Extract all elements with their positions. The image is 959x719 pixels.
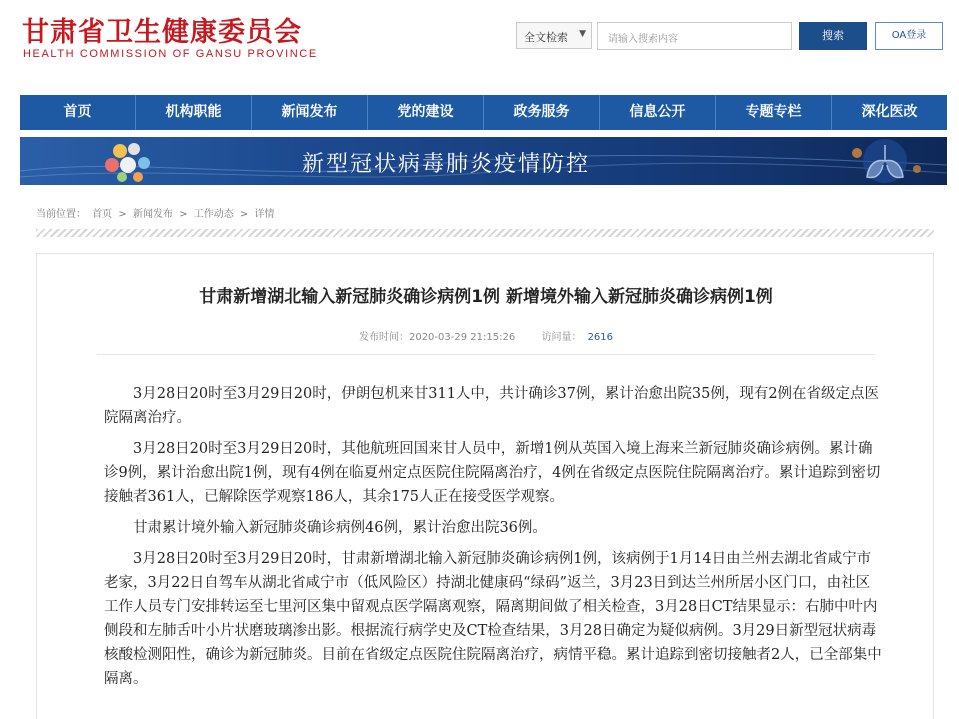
article-panel bbox=[36, 253, 934, 719]
site-header bbox=[0, 0, 959, 88]
article-paragraph: 3月28日20时至3月29日20时，甘肃新增湖北输入新冠肺炎确诊病例1例，该病例于1月14日由兰州去湖北省咸宁市老家，3月22日自驾车从湖北省咸宁市（低风险区）持湖北健康码“绿码”返兰，3月23日到达兰州所居小区门口，由社区工作人员专门安排转运至七里河区集中留观点医学隔离观察，隔离期间做了相关检查，3月28日CT结果显示：右肺中叶内侧段和左肺舌叶小片状磨玻璃渗出影。根据流行病学史及CT检查结果，3月28日确定为疑似病例。3月29日新型冠状病毒核酸检测阳性，确诊为新冠肺炎。目前在省级定点医院住院隔离治疗，病情平稳。累计追踪到密切接触者2人，已全部集中隔离。 bbox=[104, 551, 882, 687]
search-scope-label: 全文检索 bbox=[524, 31, 568, 44]
article-paragraph: 3月28日20时至3月29日20时，伊朗包机来甘311人中，共计确诊37例，累计治愈出院35例，现有2例在省级定点医院隔离治疗。 bbox=[104, 386, 880, 426]
epidemic-banner[interactable] bbox=[20, 137, 947, 185]
meta-divider bbox=[97, 354, 875, 355]
publish-time: 2020-03-29 21:15:26 bbox=[408, 332, 516, 343]
virus-icon bbox=[98, 139, 164, 183]
stripe-divider bbox=[36, 229, 934, 237]
search-button[interactable]: 搜索 bbox=[799, 22, 867, 50]
article-body bbox=[104, 382, 882, 698]
nav-item-home[interactable]: 首页 bbox=[20, 95, 136, 130]
breadcrumb-work-news[interactable]: 工作动态 bbox=[193, 209, 234, 220]
article-paragraph: 甘肃累计境外输入新冠肺炎确诊病例46例，累计治愈出院36例。 bbox=[133, 520, 547, 536]
nav-item-topics[interactable]: 专题专栏 bbox=[716, 95, 832, 130]
article-title: 甘肃新增湖北输入新冠肺炎确诊病例1例 新增境外输入新冠肺炎确诊病例1例 bbox=[199, 287, 773, 307]
nav-item-services[interactable]: 政务服务 bbox=[484, 95, 600, 130]
breadcrumb-home[interactable]: 首页 bbox=[92, 209, 113, 220]
nav-item-reform[interactable]: 深化医改 bbox=[861, 104, 918, 120]
breadcrumb-separator: > bbox=[118, 209, 127, 220]
article-meta bbox=[37, 328, 935, 343]
site-logo-title[interactable]: 甘肃省卫生健康委员会 bbox=[22, 17, 302, 48]
publish-time-label: 发布时间： bbox=[358, 332, 409, 343]
main-nav bbox=[20, 95, 947, 130]
breadcrumb-detail: 详情 bbox=[254, 209, 275, 220]
breadcrumb-label: 当前位置： bbox=[36, 209, 86, 220]
search-input[interactable]: 请输入搜索内容 bbox=[597, 22, 792, 50]
chevron-down-icon: ▼ bbox=[579, 29, 586, 39]
site-logo-subtitle: HEALTH COMMISSION OF GANSU PROVINCE bbox=[23, 48, 318, 60]
nav-item-news[interactable]: 新闻发布 bbox=[252, 95, 368, 130]
breadcrumb bbox=[36, 205, 277, 220]
breadcrumb-separator: > bbox=[179, 209, 188, 220]
breadcrumb-news[interactable]: 新闻发布 bbox=[132, 209, 173, 220]
breadcrumb-separator: > bbox=[239, 209, 249, 220]
oa-login-button[interactable]: OA登录 bbox=[875, 22, 943, 50]
lungs-icon bbox=[837, 139, 933, 183]
view-count: 2616 bbox=[587, 332, 614, 343]
nav-item-disclosure[interactable]: 信息公开 bbox=[600, 95, 716, 130]
article-paragraph: 3月28日20时至3月29日20时，其他航班回国来甘人员中，新增1例从英国入境上海来兰新冠肺炎确诊病例。累计确诊9例，累计治愈出院1例，现有4例在临夏州定点医院住院隔离治疗，4例在省级定点医院住院隔离治疗。累计追踪到密切接触者361人，已解除医学观察186人，其余175人正在接受医学观察。 bbox=[104, 441, 881, 505]
search-scope-select[interactable] bbox=[516, 22, 592, 49]
view-count-label: 访问量： bbox=[541, 332, 582, 343]
nav-item-functions[interactable]: 机构职能 bbox=[136, 95, 252, 130]
banner-title: 新型冠状病毒肺炎疫情防控 bbox=[302, 152, 591, 177]
nav-item-party[interactable]: 党的建设 bbox=[368, 95, 484, 130]
